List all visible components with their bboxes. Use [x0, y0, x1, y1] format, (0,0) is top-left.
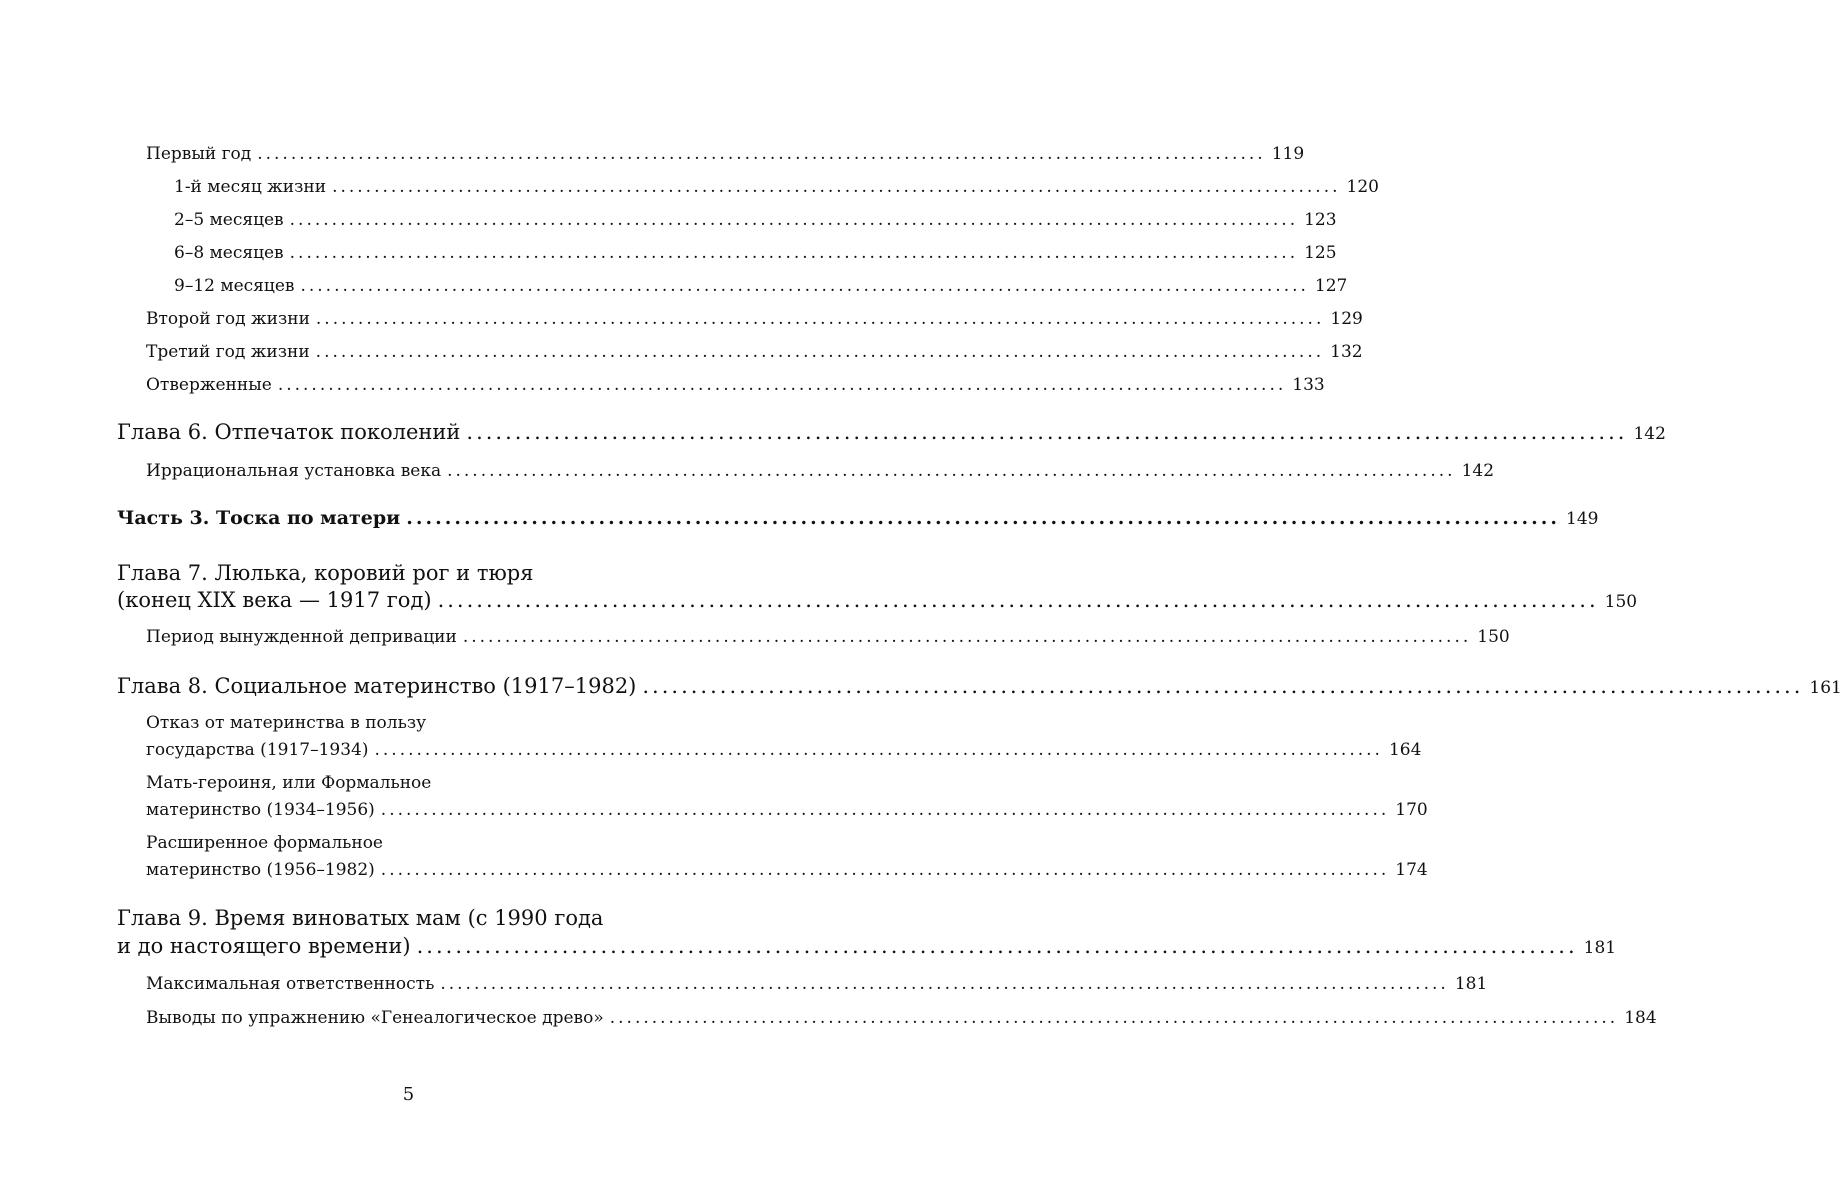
- toc-entry: [146, 461, 1495, 481]
- toc-entry: [146, 740, 1422, 760]
- entry-page: 164: [1388, 740, 1422, 760]
- toc-entry: [174, 177, 1379, 197]
- entry-page: 161: [1809, 678, 1842, 698]
- toc-entry: [146, 144, 1305, 164]
- entry-title: Максимальная ответственность: [146, 974, 435, 994]
- dot-leader: ........................................................................................................................: [380, 860, 1390, 880]
- entry-title-line1: Глава 9. Время виноватых мам (с 1990 года: [117, 906, 604, 930]
- dot-leader: ........................................................................................................................: [289, 243, 1299, 263]
- toc-entry: [174, 276, 1348, 296]
- toc-entry: [174, 243, 1337, 263]
- dot-leader: ........................................................................................................................: [609, 1008, 1619, 1028]
- entry-page: 174: [1395, 860, 1428, 880]
- entry-title: Выводы по упражнению «Генеалогическое древо»: [146, 1008, 604, 1028]
- entry-page: 184: [1624, 1008, 1657, 1028]
- dot-leader: ........................................................................................................................: [277, 375, 1287, 395]
- toc-entry: [146, 309, 1363, 329]
- entry-title-line1: Глава 7. Люлька, коровий рог и тюря: [117, 561, 534, 585]
- entry-title: 2–5 месяцев: [174, 210, 284, 230]
- entry-page: 132: [1330, 342, 1363, 362]
- entry-title: Иррациональная установка века: [146, 461, 442, 481]
- toc-entry: [146, 974, 1488, 994]
- entry-title: Глава 8. Социальное материнство (1917–1982): [117, 674, 637, 698]
- entry-page: 125: [1304, 243, 1337, 263]
- entry-title: Часть 3. Тоска по матери: [117, 507, 401, 529]
- dot-leader: ........................................................................................................................: [437, 588, 1599, 612]
- entry-title: (конец XIX века — 1917 год): [117, 588, 432, 612]
- entry-title-line1: Мать-героиня, или Формальное: [146, 773, 432, 793]
- toc-entry-chapter: [117, 588, 1638, 612]
- toc-entry-chapter: [117, 674, 1842, 698]
- toc-entry: [174, 210, 1337, 230]
- dot-leader: ........................................................................................................................: [257, 144, 1266, 164]
- dot-leader: ........................................................................................................................: [406, 507, 1561, 529]
- entry-page: 142: [1633, 424, 1666, 444]
- entry-title: Период вынужденной депривации: [146, 627, 457, 647]
- dot-leader: ........................................................................................................................: [374, 740, 1383, 760]
- entry-page: 129: [1330, 309, 1363, 329]
- entry-title-line1: Расширенное формальное: [146, 833, 383, 853]
- toc-entry: [146, 627, 1510, 647]
- entry-title: Третий год жизни: [146, 342, 310, 362]
- dot-leader: ........................................................................................................................: [416, 934, 1578, 958]
- entry-page: 181: [1583, 938, 1617, 958]
- dot-leader: ........................................................................................................................: [447, 461, 1456, 481]
- entry-page: 133: [1292, 375, 1325, 395]
- entry-title: Второй год жизни: [146, 309, 310, 329]
- toc-entry: [146, 860, 1428, 880]
- entry-page: 142: [1461, 461, 1495, 481]
- entry-title: 1-й месяц жизни: [174, 177, 327, 197]
- entry-page: 150: [1477, 627, 1510, 647]
- entry-title: материнство (1956–1982): [146, 860, 375, 880]
- entry-page: 150: [1604, 592, 1638, 612]
- dot-leader: ........................................................................................................................: [315, 309, 1325, 329]
- dot-leader: ........................................................................................................................: [380, 800, 1390, 820]
- entry-title: Глава 6. Отпечаток поколений: [117, 420, 461, 444]
- entry-page: 123: [1304, 210, 1337, 230]
- entry-title: и до настоящего времени): [117, 934, 411, 958]
- entry-page: 181: [1454, 974, 1488, 994]
- entry-page: 119: [1271, 144, 1305, 164]
- toc-entry-chapter: [117, 420, 1666, 444]
- entry-title: 9–12 месяцев: [174, 276, 295, 296]
- entry-title: материнство (1934–1956): [146, 800, 375, 820]
- toc-entry: [146, 800, 1428, 820]
- dot-leader: ........................................................................................................................: [315, 342, 1325, 362]
- page-number: 5: [402, 1084, 415, 1105]
- dot-leader: ........................................................................................................................: [300, 276, 1309, 296]
- entry-page: 170: [1395, 800, 1428, 820]
- entry-title: Первый год: [146, 144, 252, 164]
- entry-title: 6–8 месяцев: [174, 243, 284, 263]
- dot-leader: ........................................................................................................................: [462, 627, 1472, 647]
- dot-leader: ........................................................................................................................: [332, 177, 1341, 197]
- entry-title: государства (1917–1934): [146, 740, 369, 760]
- dot-leader: ........................................................................................................................: [440, 974, 1449, 994]
- dot-leader: ........................................................................................................................: [289, 210, 1299, 230]
- entry-title: Отверженные: [146, 375, 272, 395]
- toc-entry: [146, 1008, 1657, 1028]
- toc-entry-part: [117, 507, 1599, 529]
- entry-title-line1: Отказ от материнства в пользу: [146, 713, 427, 733]
- dot-leader: ........................................................................................................................: [466, 420, 1628, 444]
- dot-leader: ........................................................................................................................: [642, 674, 1804, 698]
- entry-page: 127: [1314, 276, 1348, 296]
- toc-entry: [146, 375, 1325, 395]
- entry-page: 120: [1346, 177, 1379, 197]
- toc-entry: [146, 342, 1363, 362]
- toc-entry-chapter: [117, 934, 1617, 958]
- entry-page: 149: [1566, 509, 1599, 529]
